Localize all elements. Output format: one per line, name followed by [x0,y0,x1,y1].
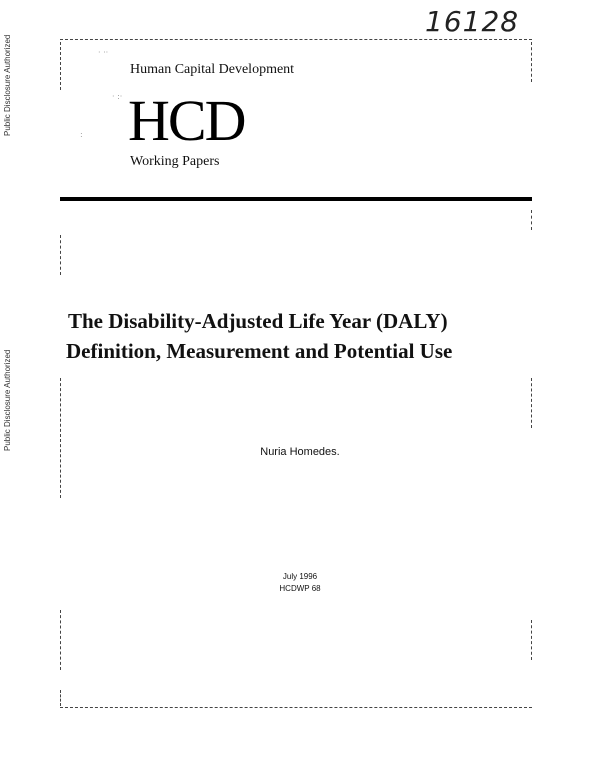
right-border-mid [531,210,532,230]
left-border-bottom [60,610,61,670]
paper-code: HCDWP 68 [279,584,321,593]
series-name: Human Capital Development [130,62,295,77]
series-subtitle: Working Papers [130,154,220,169]
publication-date: July 1996 [282,572,318,581]
series-acronym: HCD [128,88,245,153]
left-border-lower [60,378,61,498]
scan-noise: · ·· [98,48,109,57]
bottom-border-dashed [60,707,532,708]
left-border-mid [60,235,61,275]
left-border-corner [60,690,61,706]
right-border-lower [531,378,532,428]
document-title-line2: Definition, Measurement and Potential Use [66,339,453,363]
disclosure-watermark-bottom: Public Disclosure Authorized [3,349,12,451]
top-border-dashed [60,39,532,40]
header-rule [60,197,532,201]
right-border-upper [531,42,532,82]
author-name: Nuria Homedes. [260,446,340,458]
right-border-bottom [531,620,532,660]
left-border-upper [60,42,61,90]
scan-noise: : [80,130,83,139]
handwritten-document-number: 16128 [425,5,520,38]
disclosure-watermark-top: Public Disclosure Authorized [3,34,12,136]
scan-noise: · :· [112,92,123,101]
document-title-line1: The Disability-Adjusted Life Year (DALY) [68,309,448,333]
